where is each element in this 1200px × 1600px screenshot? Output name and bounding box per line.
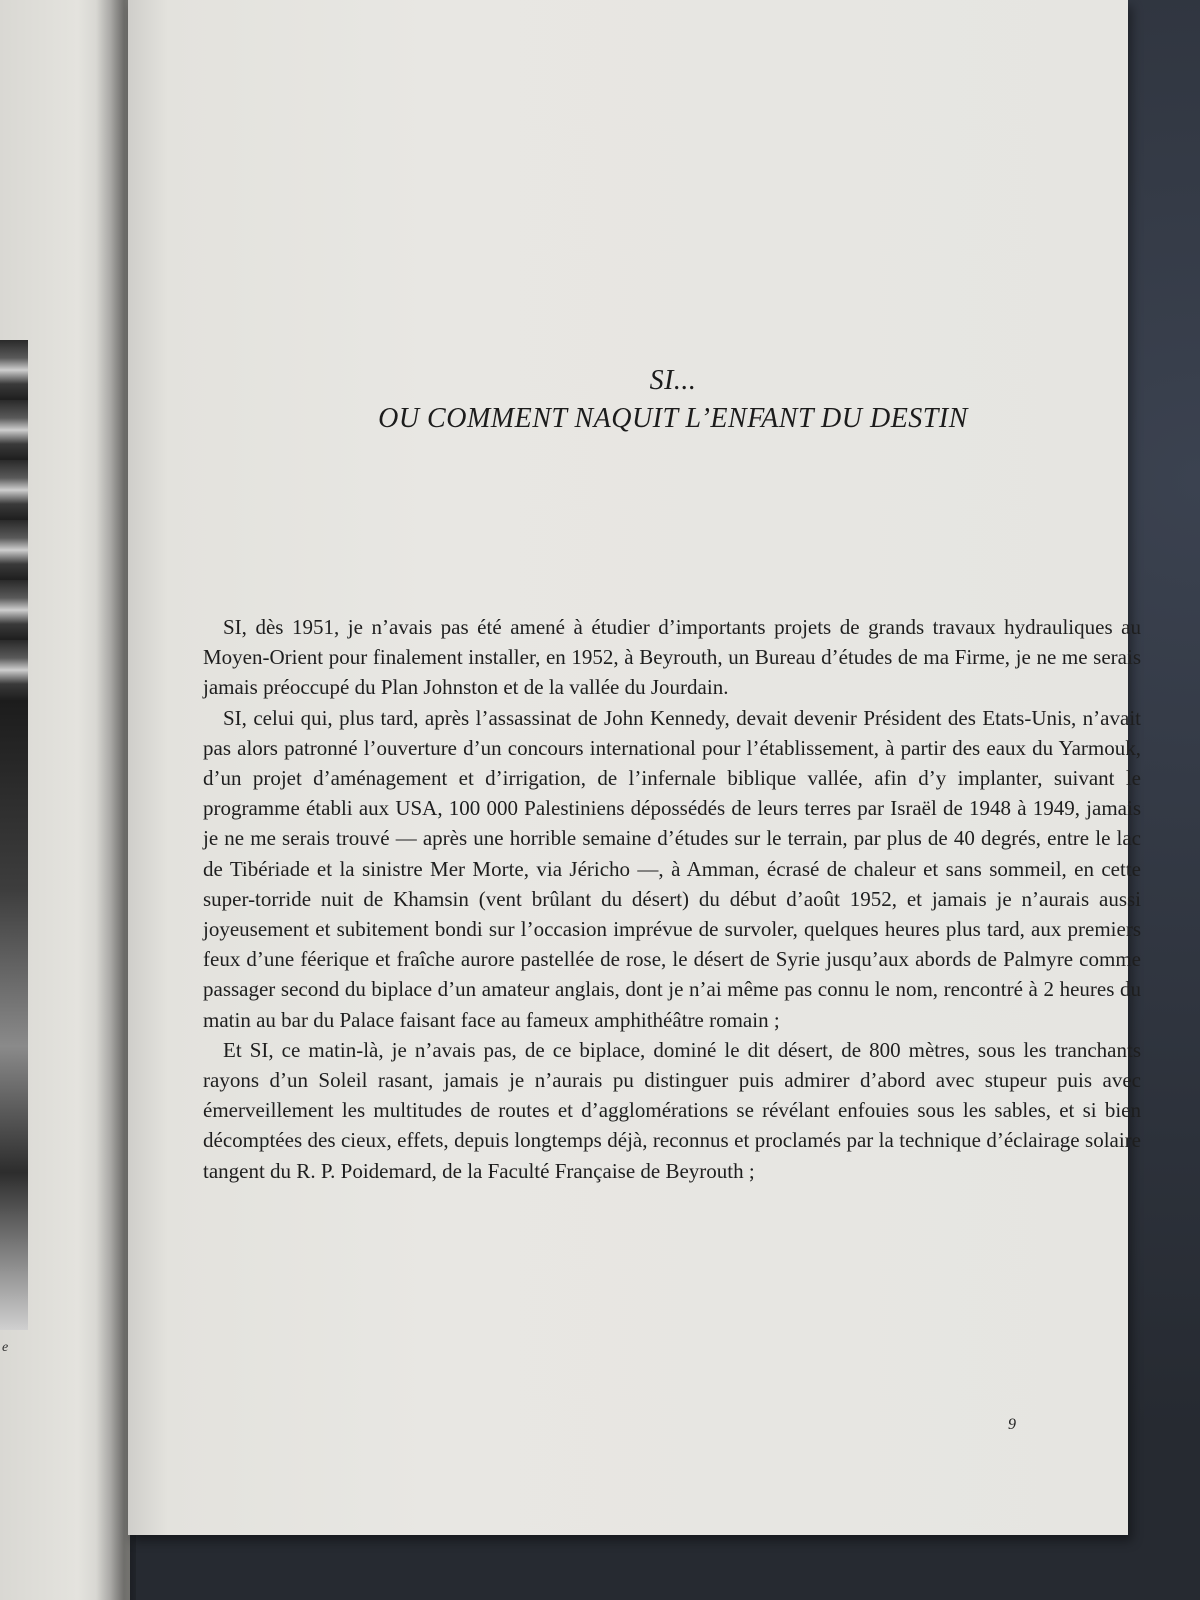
chapter-title-line1: SI... (649, 365, 697, 396)
page-number: 9 (1008, 1416, 1016, 1433)
photo-fragment-lower (0, 700, 28, 1330)
body-text (203, 612, 1141, 1186)
chapter-title-line2: OU COMMENT NAQUIT L’ENFANT DU DESTIN (378, 403, 968, 434)
caption-fragment: e (2, 1340, 9, 1355)
paragraph: Et SI, ce matin-là, je n’avais pas, de ce biplace, dominé le dit désert, de 800 mètres, sous les tranchants rayons d’un Soleil rasant, jamais je n’aurais pu distinguer puis admirer d’abord avec stupeur puis avec émerveillement les multitudes de routes et d’agglomérations se révélant enfouies sous les sables, et si bien décomptées des cieux, effets, depuis longtemps déjà, reconnus et proclamés par la technique d’éclairage solaire tangent du R. P. Poidemard, de la Faculté Française de Beyrouth ; (203, 1037, 1141, 1183)
paragraph: SI, celui qui, plus tard, après l’assassinat de John Kennedy, devait devenir Président des Etats-Unis, n’avait pas alors patronné l’ouverture d’un concours international pour l’établissement, à partir des eaux du Yarmouk, d’un projet d’aménagement et d’irrigation, de l’infernale biblique vallée, afin d’y implanter, suivant le programme établi aux USA, 100 000 Palestiniens dépossédés de leurs terres par Israël de 1948 à 1949, jamais je ne me serais trouvé — après une horrible semaine d’études sur le terrain, par plus de 40 degrés, entre le lac de Tibériade et la sinistre Mer Morte, via Jéricho —, à Amman, écrasé de chaleur et sans sommeil, en cette super-torride nuit de Khamsin (vent brûlant du désert) du début d’août 1952, et jamais je n’aurais aussi joyeusement et subitement bondi sur l’occasion imprévue de survoler, quelques heures plus tard, aux premiers feux d’une féerique et fraîche aurore pastellée de rose, le désert de Syrie jusqu’aux abords de Palmyre comme passager second du biplace d’un amateur anglais, dont je n’ai même pas connu le nom, rencontré à 2 heures du matin au bar du Palace faisant face au fameux amphithéâtre romain ; (203, 705, 1141, 1032)
book-page (128, 0, 1141, 1535)
paragraph: SI, dès 1951, je n’avais pas été amené à étudier d’importants projets de grands travaux hydrauliques au Moyen-Orient pour finalement installer, en 1952, à Beyrouth, un Bureau d’études de ma Firme, je ne me serais jamais préoccupé du Plan Johnston et de la vallée du Jourdain. (203, 615, 1141, 700)
chapter-title (258, 362, 1088, 438)
